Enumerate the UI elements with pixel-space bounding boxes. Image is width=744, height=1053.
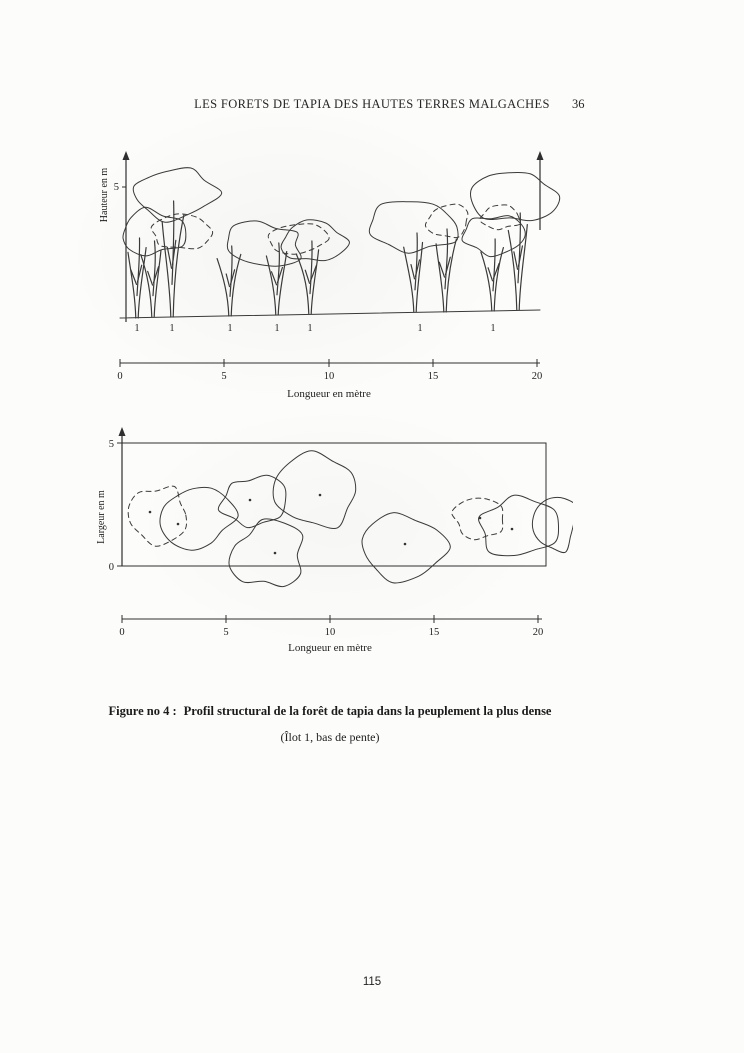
plan-x-tick-label: 10 — [324, 627, 336, 638]
tree-trunk — [514, 252, 518, 269]
tree-crown-outline — [462, 216, 525, 257]
tree-number-label: 1 — [274, 323, 280, 334]
running-head-page-number: 36 — [572, 97, 585, 111]
plan-x-tick-label: 0 — [119, 627, 125, 638]
profile-x-tick-label: 20 — [531, 371, 543, 382]
tree-crown-outline — [369, 202, 458, 254]
figure-crown-projection-diagram — [93, 420, 573, 665]
tree-trunk — [411, 265, 415, 279]
profile-x-tick-label: 15 — [427, 371, 439, 382]
tree-trunk — [172, 201, 174, 285]
trunk-position-marker — [274, 552, 277, 555]
crown-projection-outline — [160, 487, 238, 550]
tree-trunk — [445, 229, 448, 289]
tree-trunk — [436, 244, 444, 312]
tree-trunk — [310, 241, 312, 294]
trunk-position-marker — [249, 499, 252, 502]
plan-y-tick-top-label: 5 — [108, 439, 114, 450]
tree-trunk — [415, 233, 417, 290]
tree-trunk — [141, 255, 152, 317]
profile-x-tick-label: 10 — [323, 371, 335, 382]
tree-trunk — [494, 248, 503, 311]
trunk-position-marker — [319, 494, 322, 497]
plan-x-axis-label: Longueur en mètre — [288, 642, 372, 654]
trunk-position-marker — [479, 517, 482, 520]
tree-trunk — [266, 256, 275, 315]
plan-y-axis-arrowhead — [119, 427, 126, 436]
tree-number-label: 1 — [307, 323, 313, 334]
plan-y-tick-bottom-label: 0 — [108, 562, 114, 573]
profile-y-axis-label: Hauteur en m — [99, 167, 110, 223]
trunk-position-marker — [404, 543, 407, 546]
tree-trunk — [508, 231, 517, 311]
tree-crown-outline — [123, 207, 186, 256]
tree-crown-outline — [268, 224, 329, 255]
tree-trunk — [493, 239, 495, 291]
tree-trunk — [137, 238, 140, 296]
plan-x-tick-label: 15 — [428, 627, 440, 638]
figure-caption-text: Profil structural de la forêt de tapia dans la peuplement la plus dense — [183, 704, 552, 718]
profile-right-axis-arrowhead — [537, 151, 544, 160]
crown-projection-outline — [362, 513, 450, 583]
tree-number-label: 1 — [227, 323, 233, 334]
tree-trunk — [488, 268, 492, 281]
tree-trunk — [153, 241, 155, 296]
crown-projection-outline — [452, 498, 503, 540]
profile-y-tick-label: 5 — [113, 182, 119, 193]
tree-crown-outline — [281, 220, 349, 261]
tree-trunk — [296, 254, 309, 314]
crown-projection-outline — [479, 495, 559, 556]
tree-crown-outline — [471, 172, 560, 220]
plan-y-axis-label: Largeur en m — [96, 490, 107, 544]
figure-caption-subtext: (Îlot 1, bas de pente) — [280, 730, 380, 744]
tree-number-label: 1 — [134, 323, 140, 334]
tree-trunk — [481, 252, 492, 311]
profile-y-axis-arrowhead — [123, 151, 130, 160]
trunk-position-marker — [149, 511, 152, 514]
running-head-title: LES FORETS DE TAPIA DES HAUTES TERRES MALGACHES — [194, 97, 550, 111]
crown-projection-outline — [218, 475, 286, 527]
plan-x-tick-label: 5 — [223, 627, 229, 638]
tree-trunk — [167, 247, 171, 268]
figure-profile-diagram — [93, 143, 563, 405]
tree-trunk — [226, 274, 229, 287]
profile-x-axis-label: Longueur en mètre — [287, 388, 371, 400]
tree-trunk — [231, 254, 241, 316]
trunk-position-marker — [511, 528, 514, 531]
profile-x-tick-label: 0 — [117, 371, 123, 382]
trunk-position-marker — [177, 523, 180, 526]
plan-x-tick-label: 20 — [532, 627, 544, 638]
figure-caption-label: Figure no 4 : — [108, 704, 177, 718]
profile-x-tick-label: 5 — [221, 371, 227, 382]
tree-crown-outline — [227, 221, 301, 266]
page-number-footer: 115 — [362, 976, 382, 988]
tree-trunk — [217, 259, 229, 316]
tree-number-label: 1 — [169, 323, 175, 334]
tree-crown-outline — [151, 214, 212, 249]
tree-trunk — [128, 252, 136, 318]
running-head — [0, 97, 744, 112]
tree-number-label: 1 — [490, 323, 496, 334]
tree-number-label: 1 — [417, 323, 423, 334]
tree-trunk — [404, 247, 414, 312]
crown-projection-outline — [229, 519, 303, 587]
tree-trunk — [173, 215, 184, 317]
tree-trunk — [162, 222, 171, 317]
ground-line — [120, 310, 540, 318]
tree-trunk — [305, 270, 309, 283]
figure-caption — [0, 704, 702, 719]
